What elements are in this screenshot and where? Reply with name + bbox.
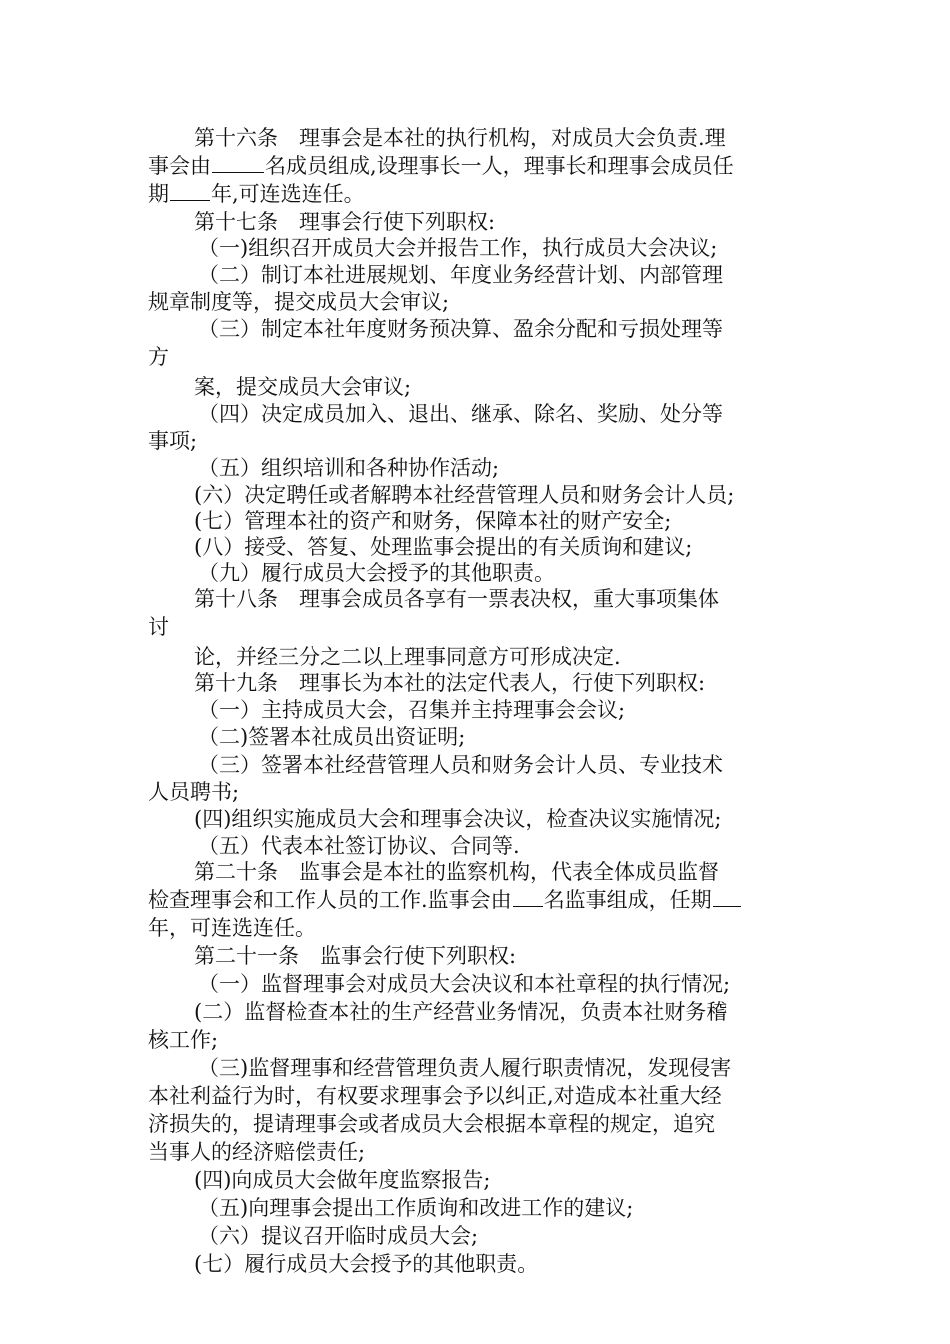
article-17-item-6: [194, 481, 734, 509]
blank-underline: [170, 200, 210, 201]
article-17-item-2: [198, 261, 723, 289]
text-line: （四）决定成员加入、退出、继承、除名、奖励、处分等: [198, 402, 723, 426]
text-line: (七）履行成员大会授予的其他职责。: [194, 1252, 539, 1276]
blank-underline: [212, 172, 264, 173]
article-16-line-1: [194, 124, 726, 152]
article-19-item-3: [198, 751, 723, 779]
article-21-item-3-cont2: [148, 1110, 715, 1138]
article-19-item-4: [194, 805, 721, 833]
article-21-item-2: [194, 998, 727, 1026]
text-line: （九）履行成员大会授予的其他职责。: [198, 561, 555, 585]
article-19-heading: [194, 669, 705, 697]
article-19-item-2: [198, 723, 465, 751]
article-21-item-1: [198, 970, 730, 998]
article-16-line-2: [148, 152, 734, 180]
text-line: 第十九条 理事长为本社的法定代表人，行使下列职权:: [194, 671, 706, 695]
text-line: 人员聘书;: [148, 780, 240, 804]
text-line: 名监事组成，任期: [543, 888, 712, 912]
text-line: （二）制订本社进展规划、年度业务经营计划、内部管理: [198, 263, 723, 287]
article-21-item-2-cont: [148, 1026, 218, 1054]
article-21-item-6: [198, 1222, 478, 1250]
article-17-item-4-cont: [148, 427, 197, 455]
text-line: （一)组织召开成员大会并报告工作，执行成员大会决议;: [198, 236, 718, 260]
text-line: 济损失的，提请理事会或者成员大会根据本章程的规定，追究: [148, 1112, 715, 1136]
text-line: （三)监督理事和经营管理负责人履行职责情况，发现侵害: [198, 1056, 732, 1080]
article-21-item-3-cont3: [148, 1138, 365, 1166]
text-line: 核工作;: [148, 1028, 219, 1052]
article-19-item-5: [198, 832, 520, 860]
blank-underline: [513, 906, 543, 907]
text-line: （三）签署本社经营管理人员和财务会计人员、专业技术: [198, 753, 723, 777]
article-17-item-1: [198, 234, 717, 262]
text-line: (四)组织实施成员大会和理事会决议，检查决议实施情况;: [194, 807, 722, 831]
text-line: 年，可连选连任。: [148, 916, 316, 940]
text-line: （一）主持成员大会，召集并主持理事会会议;: [198, 698, 626, 722]
article-20-line-3: [148, 914, 316, 942]
text-line: 讨: [148, 615, 169, 639]
text-line: （六）提议召开临时成员大会;: [198, 1224, 479, 1248]
text-line: （三）制定本社年度财务预决算、盈余分配和亏损处理等: [198, 317, 723, 341]
text-line: （二)签署本社成员出资证明;: [198, 725, 466, 749]
text-line: 第二十一条 监事会行使下列职权:: [194, 944, 517, 968]
text-line: 论，并经三分之二以上理事同意方可形成决定.: [194, 645, 621, 669]
text-line: (七）管理本社的资产和财务，保障本社的财产安全;: [194, 509, 672, 533]
article-17-item-8: [194, 533, 692, 561]
article-21-item-3: [198, 1054, 731, 1082]
article-19-item-3-cont: [148, 778, 239, 806]
text-line: 本社利益行为时，有权要求理事会予以纠正,对造成本社重大经: [148, 1084, 722, 1108]
article-21-heading: [194, 942, 516, 970]
text-line: （五)向理事会提出工作质询和改进工作的建议;: [198, 1196, 634, 1220]
text-line: （五）代表本社签订协议、合同等.: [198, 834, 520, 858]
blank-underline: [713, 906, 741, 907]
article-17-heading: [194, 208, 495, 236]
article-17-item-4: [198, 400, 723, 428]
text-line: 期: [148, 182, 169, 206]
text-line: (八）接受、答复、处理监事会提出的有关质询和建议;: [194, 535, 693, 559]
text-line: 第二十条 监事会是本社的监察机构，代表全体成员监督: [194, 860, 719, 884]
article-17-item-3: [198, 315, 723, 343]
article-21-item-4: [194, 1166, 490, 1194]
text-line: 检查理事会和工作人员的工作.监事会由: [148, 888, 512, 912]
article-17-item-5: [198, 454, 499, 482]
text-line: 事项;: [148, 429, 198, 453]
text-line: 第十七条 理事会行使下列职权:: [194, 210, 496, 234]
article-19-item-1: [198, 696, 625, 724]
article-18-line-3: [194, 643, 621, 671]
article-20-line-1: [194, 858, 719, 886]
article-17-item-3-cont2: [194, 373, 411, 401]
text-line: 年,可连选连任。: [211, 182, 365, 206]
article-17-item-3-cont: [148, 343, 169, 371]
text-line: 第十八条 理事会成员各享有一票表决权，重大事项集体: [194, 587, 719, 611]
article-21-item-3-cont: [148, 1082, 722, 1110]
article-17-item-9: [198, 559, 555, 587]
article-18-line-1: [194, 585, 719, 613]
text-line: （五）组织培训和各种协作活动;: [198, 456, 500, 480]
article-21-item-5: [198, 1194, 633, 1222]
text-line: 规章制度等，提交成员大会审议;: [148, 290, 450, 314]
article-21-item-7: [194, 1250, 538, 1278]
text-line: (四)向成员大会做年度监察报告;: [194, 1168, 491, 1192]
text-line: 事会由: [148, 154, 211, 178]
text-line: （一）监督理事会对成员大会决议和本社章程的执行情况;: [198, 972, 731, 996]
text-line: (六）决定聘任或者解聘本社经营管理人员和财务会计人员;: [194, 483, 735, 507]
text-line: 当事人的经济赔偿责任;: [148, 1140, 366, 1164]
article-20-line-2: [148, 886, 742, 914]
text-line: 案，提交成员大会审议;: [194, 375, 412, 399]
text-line: (二）监督检查本社的生产经营业务情况，负责本社财务稽: [194, 1000, 728, 1024]
text-line: 名成员组成,设理事长一人，理事长和理事会成员任: [265, 154, 734, 178]
article-16-line-3: [148, 180, 365, 208]
article-17-item-7: [194, 507, 671, 535]
text-line: 第十六条 理事会是本社的执行机构，对成员大会负责.理: [194, 126, 726, 150]
text-line: 方: [148, 345, 169, 369]
article-17-item-2-cont: [148, 288, 449, 316]
article-18-line-2: [148, 613, 169, 641]
